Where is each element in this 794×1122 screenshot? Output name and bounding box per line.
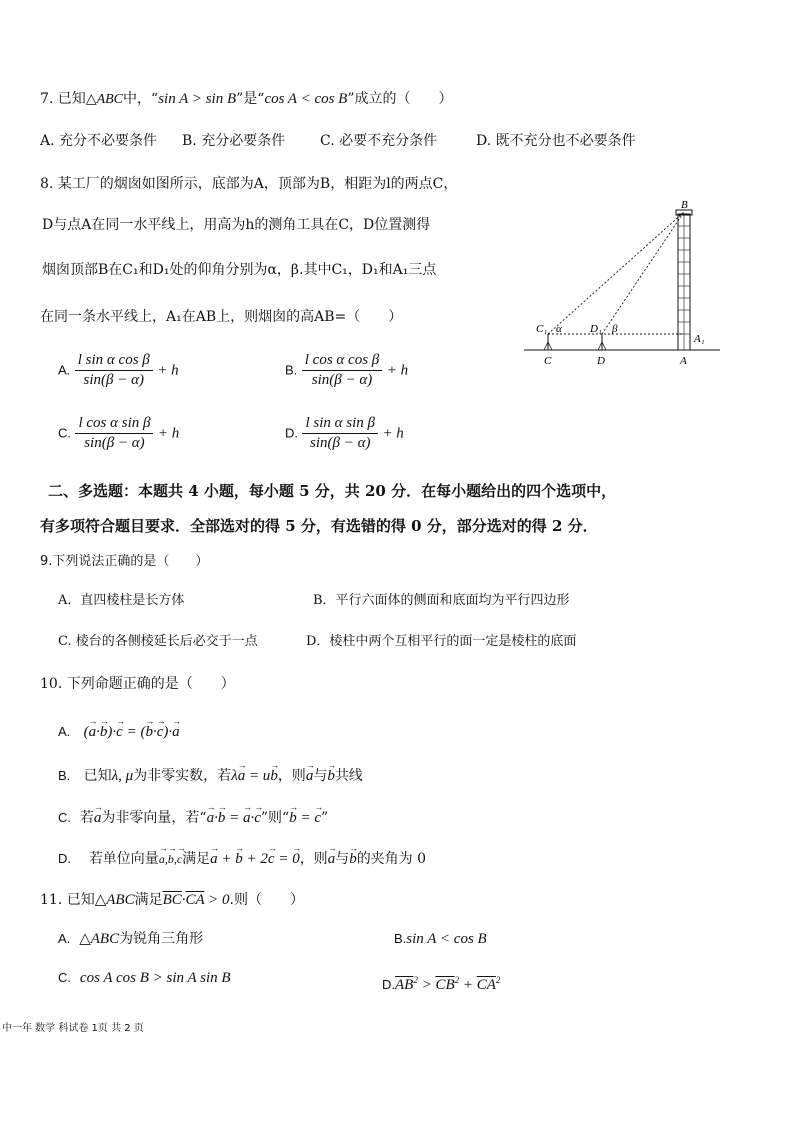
q7-option-d: D. 既不充分也不必要条件 [476, 133, 636, 149]
sight-line-c1 [548, 212, 684, 334]
q11-option-b: B.sin A < cos B [394, 931, 487, 947]
q10-option-d: D. 若单位向量→ a,→ b,→ c满足→ a + → b + 2→ c = → 0，则→ a与→ b的夹角为 0 [58, 849, 426, 869]
label-b: B [681, 199, 688, 211]
label-c: C [544, 355, 552, 367]
q8-option-c: C. $\frac{\text{l cos α sin β}}{\sin(\beta - \alpha)}$ + h [58, 415, 180, 451]
label-a1: A₁ [694, 333, 705, 345]
q10-option-a: A. (→ a·→ b)·→ c = (→ b·→ c)·→ a [58, 722, 180, 742]
q11-option-c: C. cos A cos B > sin A sin B [58, 970, 231, 986]
q11-stem: 11. 已知△ABC满足$\overline{BC}\cdot\overline{CA} > 0$.则（ ） [40, 892, 304, 908]
q9-stem: 9.下列说法正确的是（ ） [40, 554, 209, 569]
q8-option-a: A. $\frac{\text{l sin α cos β}}{\sin(\beta - \alpha)}$ + h [58, 352, 179, 388]
label-beta: β [612, 323, 618, 335]
q7-option-c: C. 必要不充分条件 [320, 133, 438, 149]
sight-line-d1 [602, 212, 684, 334]
q11-option-d: $D.\overline{AB}^2 > \overline{CB}^2 + \overline{CA}^2$ [382, 975, 501, 993]
q8-line-2: D与点A在同一水平线上，用高为h的测角工具在C，D位置测得 [42, 217, 431, 233]
chimney-hatching [678, 214, 690, 350]
q9-option-b: B．平行六面体的侧面和底面均为平行四边形 [313, 593, 570, 608]
q10-option-b: B. 已知λ, μ为非零实数，若λ→ a = u→ b，则→ a与→ b共线 [58, 766, 363, 786]
fraction: $\frac{\text{l sin α sin β}}{\sin(\beta - \alpha)}$ [302, 415, 378, 452]
q8-line-4: 在同一条水平线上，A₁在AB上，则烟囱的高AB=（ ） [40, 309, 403, 325]
label-d: D [597, 355, 605, 367]
label-a: A [680, 355, 687, 367]
q9-option-c: C. 棱台的各侧棱延长后必交于一点 [58, 634, 258, 649]
q10-stem: 10. 下列命题正确的是（ ） [40, 676, 235, 692]
label-d1: D₁ [590, 323, 602, 335]
label-alpha: α [556, 323, 562, 335]
section-2-heading-line-2: 有多项符合题目要求．全部选对的得 5 分，有选错的得 0 分，部分选对的得 2 分． [40, 517, 598, 535]
section-2-heading-line-1: 二、多选题：本题共 4 小题，每小题 5 分，共 20 分．在每小题给出的四个选项中， [48, 482, 617, 500]
q10-option-c: C. 若→ a为非零向量，若“→ a·→ b = → a·→ c”则“→ b = → c” [58, 808, 328, 828]
fraction: $\frac{\text{l cos α sin β}}{\sin(\beta - \alpha)}$ [75, 415, 153, 452]
q7-option-b: B. 充分必要条件 [182, 133, 286, 149]
q11-option-a: A. △ABC为锐角三角形 [58, 931, 204, 947]
q9-option-a: A．直四棱柱是长方体 [58, 593, 185, 608]
q9-option-d: D．棱柱中两个互相平行的面一定是棱柱的底面 [306, 634, 577, 649]
q8-option-b: B. $\frac{\text{l cos α cos β}}{\sin(\beta - \alpha)}$ + h [285, 352, 409, 388]
q8-line-3: 烟囱顶部B在C₁和D₁处的仰角分别为α，β.其中C₁，D₁和A₁三点 [42, 262, 437, 278]
q7-option-a: A. 充分不必要条件 [40, 133, 158, 149]
fraction: $\frac{\text{l sin α cos β}}{\sin(\beta - \alpha)}$ [75, 352, 153, 389]
chimney-figure [520, 196, 730, 374]
fraction: $\frac{\text{l cos α cos β}}{\sin(\beta - \alpha)}$ [302, 352, 383, 389]
q8-line-1: 8. 某工厂的烟囱如图所示，底部为A，顶部为B，相距为l的两点C， [40, 176, 458, 192]
label-c1: C₁ [536, 323, 548, 335]
page-footer: 中一年 数学 科试卷 1页 共 2 页 [2, 1023, 144, 1034]
q7-stem: 7. 已知△ABC中，“sin A > sin B”是“cos A < cos B”成立的（ ） [40, 91, 453, 107]
q8-option-d: D. $\frac{\text{l sin α sin β}}{\sin(\beta - \alpha)}$ + h [285, 415, 404, 451]
